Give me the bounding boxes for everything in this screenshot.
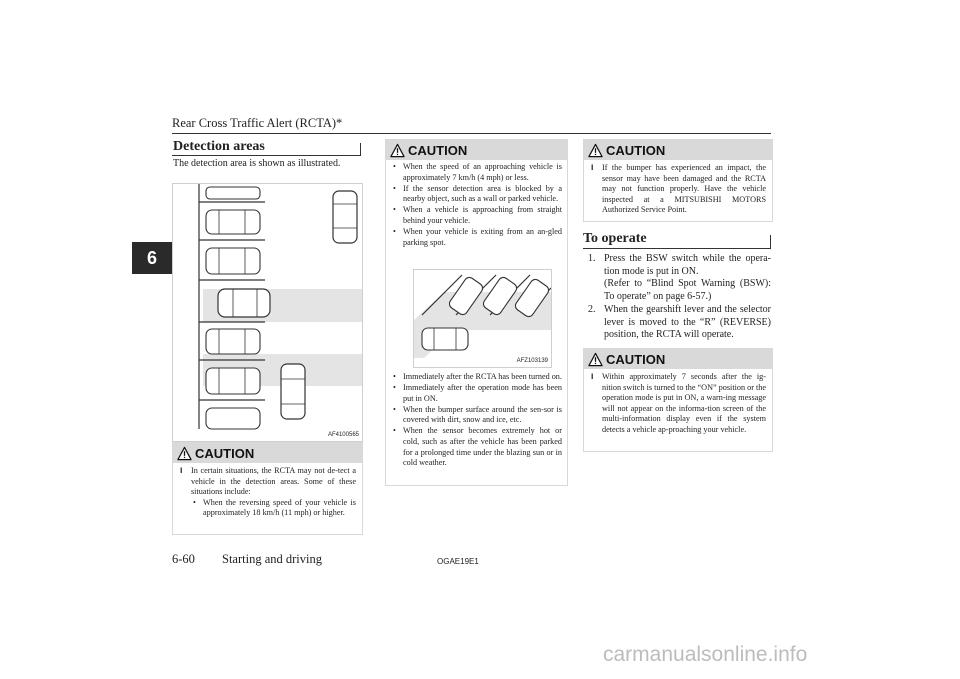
approaching-vehicle-top (333, 191, 357, 243)
parking-lot-illustration (173, 184, 362, 441)
section-rule (583, 248, 771, 249)
caution-header (584, 140, 772, 160)
angled-parking-figure (413, 269, 552, 368)
caution-item: • Immediately after the operation mode has been put in ON. (391, 383, 562, 404)
step-text: Press the BSW switch while the opera-tion mode is put in ON. (604, 253, 771, 277)
caution-box-left (172, 442, 363, 535)
caution-box-right-bottom (583, 348, 773, 452)
caution-item: • When a vehicle is approaching from straight behind your vehicle. (391, 205, 562, 226)
caution-item: • When the sensor becomes extremely hot or cold, such as after the vehicle has been parked for a prolonged time under the blazing sun or in cold weather. (391, 426, 562, 468)
caution-item: l If the bumper has experienced an impact, the sensor may have been damaged and the RCTA may not function properly. Have the vehicle inspected at a MITSUBISHI MOTORS Authorized Service Point. (590, 163, 766, 216)
caution-header (386, 140, 567, 160)
own-vehicle (218, 289, 270, 317)
caution-title: CAUTION (606, 351, 666, 367)
caution-title: CAUTION (408, 142, 468, 158)
caution-item: l Within approximately 7 seconds after the ig-nition switch is turned to the “ON” position or the operation mode is put in ON, a warn-ing message will not appear on the informa-tion screen of the multi-information display even if the system detects a vehicle ap-proaching your vehicle. (590, 372, 766, 436)
footer-section: Starting and driving (222, 552, 322, 566)
step-note: (Refer to “Blind Spot Warning (BSW): To operate” on page 6-57.) (604, 278, 771, 302)
header-rule (172, 133, 771, 134)
caution-sub-item: • When the reversing speed of your vehicle is approximately 18 km/h (11 mph) or higher. (191, 498, 356, 519)
section-rule-end (360, 143, 361, 156)
detection-intro: The detection area is shown as illustrated. (173, 158, 341, 169)
step-number: 1. (588, 253, 596, 264)
angled-parking-illustration (414, 270, 551, 367)
chapter-tab: 6 (132, 242, 172, 274)
step-text: When the gearshift lever and the selector lever is moved to the “R” (REVERSE) position, the RCTA will operate. (604, 304, 771, 340)
document-code: OGAE19E1 (437, 557, 479, 566)
section-title-to-operate: To operate (583, 231, 647, 246)
caution-item: • Immediately after the RCTA has been turned on. (391, 372, 562, 383)
watermark: carmanualsonline.info (603, 643, 808, 666)
detection-area-figure (172, 183, 363, 442)
header-title: Rear Cross Traffic Alert (RCTA)* (172, 116, 343, 130)
caution-item: • When your vehicle is exiting from an an-gled parking spot. (391, 227, 562, 248)
warning-triangle-icon (390, 143, 405, 158)
caution-header (584, 349, 772, 369)
caution-header (173, 443, 362, 463)
caution-item: • When the speed of an approaching vehicle is approximately 7 km/h (4 mph) or less. (391, 162, 562, 183)
warning-triangle-icon (588, 143, 603, 158)
page-number: 6-60 (172, 552, 195, 566)
step-number: 2. (588, 304, 596, 315)
warning-triangle-icon (177, 446, 192, 461)
figure-label: AF4100565 (327, 432, 359, 438)
caution-box-middle (385, 139, 568, 486)
figure-label: AFZ103139 (516, 358, 548, 364)
approaching-vehicle (422, 328, 468, 350)
section-title-detection-areas: Detection areas (173, 139, 265, 154)
section-rule (172, 155, 360, 156)
caution-item: • When the bumper surface around the sen-sor is covered with dirt, snow and ice, etc. (391, 405, 562, 426)
operate-steps (586, 253, 771, 343)
caution-item: l In certain situations, the RCTA may not de-tect a vehicle in the detection areas. Some of these situations include: (179, 466, 356, 498)
caution-box-right-top (583, 139, 773, 222)
warning-triangle-icon (588, 352, 603, 367)
section-rule-end (770, 235, 771, 249)
caution-title: CAUTION (606, 142, 666, 158)
step-item (586, 253, 771, 303)
approaching-vehicle-bottom (281, 364, 305, 419)
caution-title: CAUTION (195, 445, 255, 461)
step-item (586, 304, 771, 342)
caution-item: • If the sensor detection area is blocked by a nearby object, such as a wall or parked vehicle. (391, 184, 562, 205)
